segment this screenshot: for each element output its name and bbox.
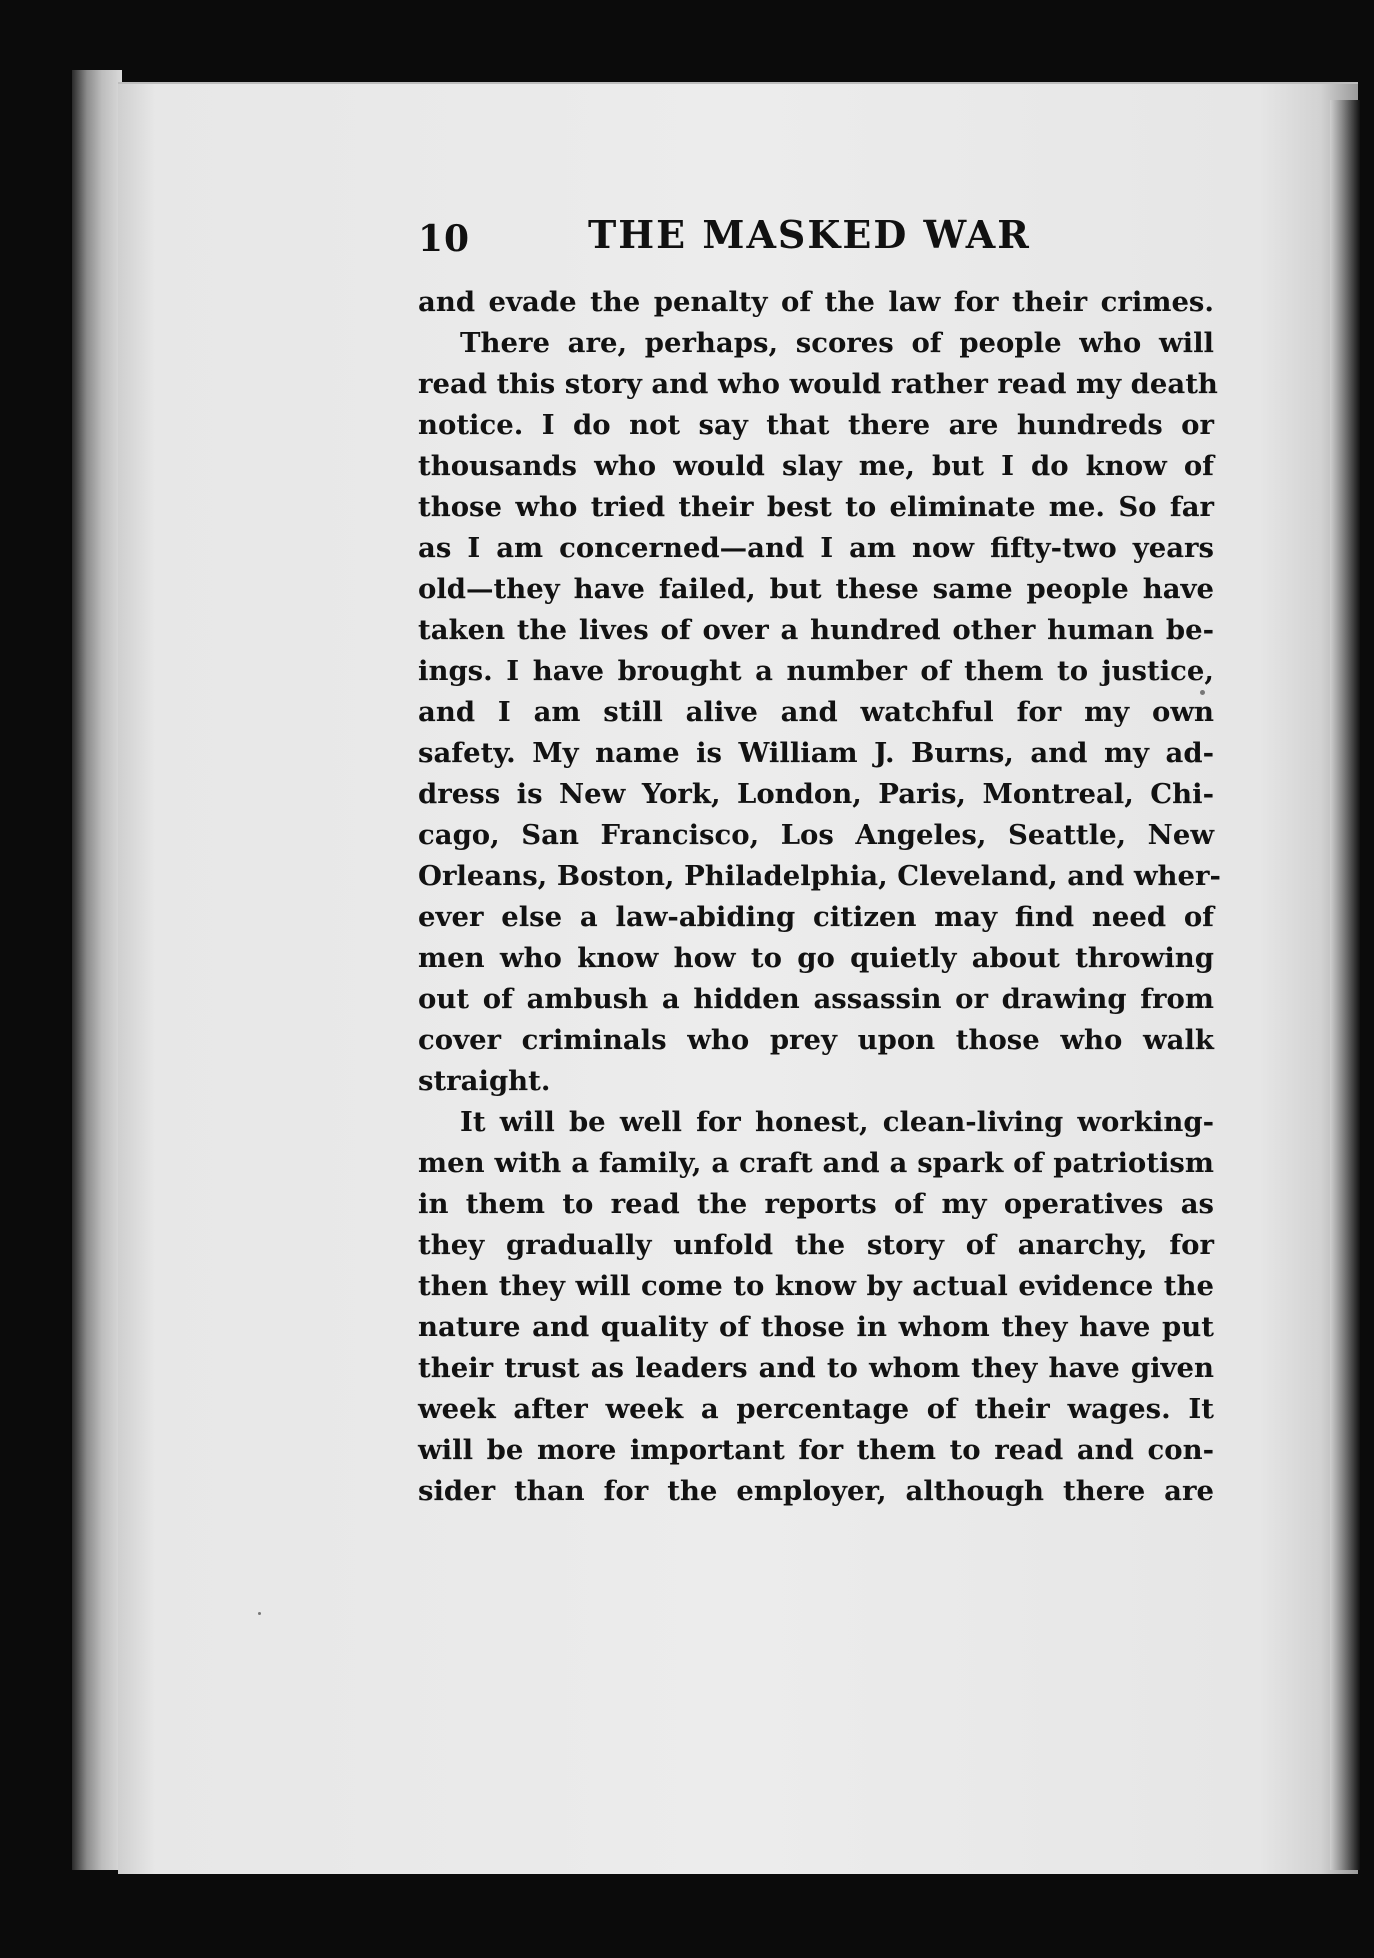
text-line: nature and quality of those in whom they have put	[418, 1311, 1214, 1343]
text-line: straight.	[418, 1065, 551, 1097]
text-line: and evade the penalty of the law for their crimes.	[418, 286, 1214, 318]
text-line: thousands who would slay me, but I do know of	[418, 450, 1214, 482]
text-line: Orleans, Boston, Philadelphia, Cleveland, and wher-	[418, 860, 1221, 892]
text-line: taken the lives of over a hundred other human be-	[418, 614, 1214, 646]
running-title: THE MASKED WAR	[588, 212, 1031, 257]
text-line: week after week a percentage of their wages. It	[418, 1393, 1214, 1425]
page-edge-right	[1330, 100, 1360, 1870]
text-line: safety. My name is William J. Burns, and my ad-	[418, 737, 1214, 769]
text-line: will be more important for them to read and con-	[418, 1434, 1214, 1466]
text-line: men who know how to go quietly about throwing	[418, 942, 1214, 974]
binding-shadow-left	[72, 70, 122, 1870]
page-number: 10	[418, 218, 471, 260]
body-text	[418, 282, 1221, 1512]
text-line: those who tried their best to eliminate me. So far	[418, 491, 1214, 523]
text-line: read this story and who would rather read my death	[418, 368, 1218, 400]
text-line: There are, perhaps, scores of people who will	[460, 327, 1214, 359]
text-line: notice. I do not say that there are hundreds or	[418, 409, 1214, 441]
text-line: cover criminals who prey upon those who walk	[418, 1024, 1214, 1056]
text-line: old—they have failed, but these same people have	[418, 573, 1214, 605]
text-line: out of ambush a hidden assassin or drawing from	[418, 983, 1214, 1015]
text-line: they gradually unfold the story of anarchy, for	[418, 1229, 1214, 1261]
text-line: cago, San Francisco, Los Angeles, Seattle, New	[418, 819, 1214, 851]
text-line: men with a family, a craft and a spark of patriotism	[418, 1147, 1214, 1179]
text-line: in them to read the reports of my operatives as	[418, 1188, 1214, 1220]
page-header	[418, 212, 1218, 272]
text-line: as I am concerned—and I am now fifty-two years	[418, 532, 1214, 564]
text-line: their trust as leaders and to whom they have given	[418, 1352, 1214, 1384]
text-line: ings. I have brought a number of them to justice,	[418, 655, 1214, 687]
text-line: sider than for the employer, although there are	[418, 1475, 1214, 1507]
text-line: ever else a law-abiding citizen may find need of	[418, 901, 1214, 933]
text-line: and I am still alive and watchful for my own	[418, 696, 1214, 728]
text-line: dress is New York, London, Paris, Montreal, Chi-	[418, 778, 1214, 810]
scan-speck	[258, 1612, 261, 1615]
text-line: It will be well for honest, clean-living working-	[460, 1106, 1214, 1138]
text-line: then they will come to know by actual evidence the	[418, 1270, 1214, 1302]
